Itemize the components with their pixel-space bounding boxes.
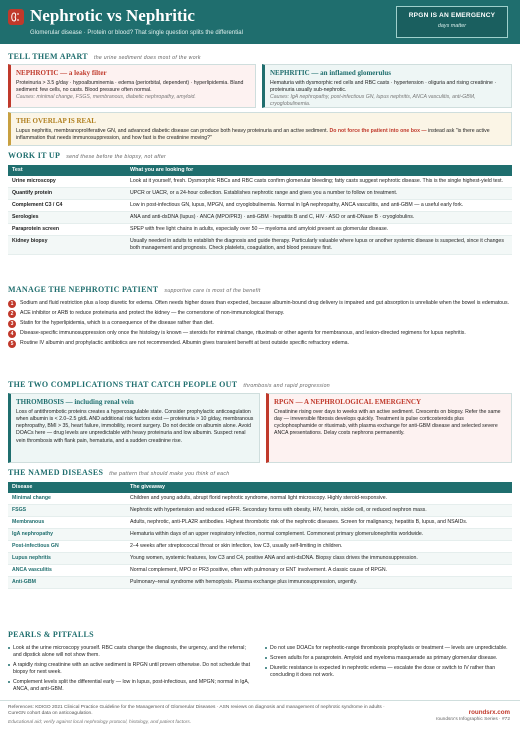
disease-cell: Minimal change <box>8 493 126 505</box>
overlap-card <box>8 112 512 146</box>
section-note: the pattern that should make you think of each <box>109 471 230 477</box>
nephritic-title: NEPHRITIC — an inflamed glomerulus <box>270 69 391 77</box>
footer <box>0 700 520 736</box>
step-number: 5 <box>8 340 16 348</box>
overlap-tail: instead ask "is there active inflammation that needs immunosuppression, and how fast is the creatinine moving?" <box>16 128 490 142</box>
disease-cell: Anti-GBM <box>8 577 126 589</box>
management-step <box>8 330 512 337</box>
thrombosis-title: THROMBOSIS — including renal vein <box>16 398 134 406</box>
emergency-badge <box>396 6 508 38</box>
diseases-table <box>8 482 512 589</box>
management-step <box>8 320 512 327</box>
section-complications <box>8 380 512 391</box>
step-text: ACE inhibitor or ARB to reduce proteinuria and protect the kidney — the cornerstone of non-immunological therapy. <box>20 309 285 316</box>
table-row <box>8 176 512 188</box>
step-number: 1 <box>8 300 16 308</box>
table-row <box>8 505 512 517</box>
disease-cell: FSGS <box>8 505 126 517</box>
section-heading: THE NAMED DISEASES <box>8 468 104 477</box>
thrombosis-card <box>8 393 260 463</box>
section-named-diseases <box>8 468 512 589</box>
management-step <box>8 310 512 317</box>
finding-cell: Usually needed in adults to establish the diagnosis and guide therapy. Particularly valuable where lupus or another systemic disease is suspected, since it changes both management and prognosis. Check platelets, coagulation, and blood pressure first. <box>126 236 512 255</box>
finding-cell: SPEP with free light chains in adults, especially over 50 — myeloma and amyloid present as glomerular disease. <box>126 224 512 236</box>
giveaway-cell: Hematuria within days of an upper respiratory infection, normal complement. Commonest primary glomerulonephritis worldwide. <box>126 529 512 541</box>
table-row <box>8 577 512 589</box>
step-number: 2 <box>8 310 16 318</box>
table-row <box>8 224 512 236</box>
pearl-item: Screen adults for a paraprotein. Amyloid and myeloma masquerade as primary glomerular disease. <box>265 655 512 662</box>
finding-cell: ANA and anti-dsDNA (lupus) · ANCA (MPO/PR3) · anti-GBM · hepatitis B and C, HIV · ASO or anti-DNase B · cryoglobulins. <box>126 212 512 224</box>
finding-cell: Look at it yourself, fresh. Dysmorphic RBCs and RBC casts confirm glomerular bleeding; fatty casts suggest nephrotic disease. This is the single highest-yield test. <box>126 176 512 188</box>
section-heading: MANAGE THE NEPHROTIC PATIENT <box>8 285 159 294</box>
section-tell-apart <box>8 52 512 63</box>
test-cell: Paraprotein screen <box>8 224 126 236</box>
nephritic-body: Hematuria with dysmorphic red cells and RBC casts · hypertension · oliguria and rising creatinine · proteinuria usually sub-nephrotic. <box>270 80 497 94</box>
thrombosis-body: Loss of antithrombotic proteins creates a hypercoagulable state. Consider prophylactic anticoagulation when albumin is < 2.0–2.5 g/dL AND additional risk factors exist — proteinuria > 10 g/day, membranous nephropathy, BMI > 35, heart failure, immobility, recent surgery. Do not decide on albumin alone. Avoid DOACs here — drug levels are unpredictable with heavy proteinuria and low albumin. Suspect renal vein thrombosis with flank pain, hematuria, and a sudden creatinine rise. <box>16 409 254 444</box>
series-label: roundsrx's Infographic Series · #72 <box>435 717 510 722</box>
table-row <box>8 236 512 255</box>
page-title: Nephrotic vs Nephritic <box>30 6 195 25</box>
nephrotic-title: NEPHROTIC — a leaky filter <box>16 69 107 77</box>
nephrotic-card <box>8 64 256 108</box>
test-cell: Serologies <box>8 212 126 224</box>
step-text: Routine IV albumin and prophylactic antibiotics are not recommended. Albumin gives transient benefit at best outside specific refractory edema. <box>20 339 350 346</box>
section-manage <box>8 285 512 350</box>
header <box>0 0 520 44</box>
col-giveaway: The giveaway <box>126 482 512 493</box>
table-row <box>8 212 512 224</box>
nephritic-card <box>262 64 512 108</box>
section-note: supportive care is most of the benefit <box>164 288 261 294</box>
site-link[interactable]: roundsrx.com <box>468 709 510 716</box>
finding-cell: Low in post-infectious GN, lupus, MPGN, and cryoglobulinemia. Normal in IgA nephropathy, ANCA vasculitis, and anti-GBM — a useful early fork. <box>126 200 512 212</box>
pearl-item: Complement levels split the differential early — low in lupus, post-infectious, and MPGN; normal in IgA, ANCA, and anti-GBM. <box>8 679 255 693</box>
emergency-sub: days matter <box>437 22 467 29</box>
rpgn-card <box>266 393 512 463</box>
nephrotic-causes: Causes: minimal change, FSGS, membranous, diabetic nephropathy, amyloid. <box>16 94 196 101</box>
section-pearls <box>8 630 512 696</box>
nephritic-causes: Causes: IgA nephropathy, post-infectious GN, lupus nephritis, ANCA vasculitis, anti-GBM, cryoglobulinemia. <box>270 94 476 108</box>
pearl-item: Look at the urine microscopy yourself. RBC casts change the diagnosis, the urgency, and the referral; and dipstick alone will not show them. <box>8 645 255 659</box>
step-text: Statin for the hyperlipidemia, which is a consequence of the disease rather than diet. <box>20 319 214 326</box>
step-text: Sodium and fluid restriction plus a loop diuretic for edema. Often needs higher doses than expected, because albumin-bound drug delivery is impaired and gut absorption is unreliable when the bowel is edematous. <box>20 299 510 306</box>
table-row <box>8 188 512 200</box>
disease-cell: Membranous <box>8 517 126 529</box>
nephrotic-body: Proteinuria > 3.5 g/day · hypoalbuminemia · edema (periorbital, dependent) · hyperlipidemia. Bland sediment: few cells, no casts. Blood pressure often normal. <box>16 80 244 94</box>
section-heading: THE TWO COMPLICATIONS THAT CATCH PEOPLE OUT <box>8 380 238 389</box>
test-cell: Kidney biopsy <box>8 236 126 255</box>
table-row <box>8 493 512 505</box>
giveaway-cell: Adults, nephrotic, anti-PLA2R antibodies. Highest thrombotic risk of the nephrotic diseases. Screen for malignancy, hepatitis B, lupus, and NSAIDs. <box>126 517 512 529</box>
disease-cell: Lupus nephritis <box>8 553 126 565</box>
table-row <box>8 541 512 553</box>
rpgn-title: RPGN — A NEPHROLOGICAL EMERGENCY <box>274 398 422 406</box>
col-look: What you are looking for <box>126 165 512 176</box>
table-row <box>8 529 512 541</box>
test-cell: Urine microscopy <box>8 176 126 188</box>
emergency-title: RPGN IS AN EMERGENCY <box>408 12 496 19</box>
pearl-item: A rapidly rising creatinine with an active sediment is RPGN until proven otherwise. Do not schedule that biopsy for next week. <box>8 662 255 676</box>
giveaway-cell: Young women, systemic features, low C3 and C4, positive ANA and anti-dsDNA. Biopsy class drives the immunosuppression. <box>126 553 512 565</box>
overlap-title: THE OVERLAP IS REAL <box>16 117 96 125</box>
references: References: KDIGO 2021 Clinical Practice Guideline for the Management of Glomerular Diseases · ASN reviews on diagnosis and management of nephrotic syndrome in adults · CureGN cohort data on anticoagulation. <box>8 705 385 717</box>
page-subtitle: Glomerular disease · Protein or blood? That single question splits the differential <box>30 30 243 36</box>
section-note: thrombosis and rapid progression <box>243 383 330 389</box>
table-row <box>8 517 512 529</box>
kidney-icon <box>8 9 24 25</box>
table-row <box>8 565 512 577</box>
step-number: 3 <box>8 320 16 328</box>
giveaway-cell: Normal complement, MPO or PR3 positive, often with pulmonary or ENT involvement. A classic cause of RPGN. <box>126 565 512 577</box>
rpgn-body: Creatinine rising over days to weeks with an active sediment. Crescents on biopsy. Refer the same day — irreversible fibrosis develops quickly. Treatment is pulse corticosteroids plus cyclophosphamide or rituximab, with plasma exchange for anti-GBM disease and selected severe ANCA presentations. Delay costs nephrons permanently. <box>274 409 501 437</box>
table-row <box>8 553 512 565</box>
step-text: Disease-specific immunosuppression only once the histology is known — steroids for minimal change, rituximab or other agents for membranous, and lesion-directed regimens for lupus nephritis. <box>20 329 466 336</box>
table-row <box>8 200 512 212</box>
section-heading: TELL THEM APART <box>8 52 88 61</box>
finding-cell: UPCR or UACR, or a 24-hour collection. Establishes nephrotic range and gives you a number to follow on treatment. <box>126 188 512 200</box>
col-test: Test <box>8 165 126 176</box>
pearl-item: Do not use DOACs for nephrotic-range thrombosis prophylaxis or treatment — levels are unpredictable. <box>265 645 512 652</box>
test-cell: Complement C3 / C4 <box>8 200 126 212</box>
disease-cell: ANCA vasculitis <box>8 565 126 577</box>
section-heading: WORK IT UP <box>8 151 61 160</box>
test-cell: Quantify protein <box>8 188 126 200</box>
overlap-body: Lupus nephritis, membranoproliferative GN, and advanced diabetic disease can produce both heavy proteinuria and an active sediment. <box>16 128 329 135</box>
giveaway-cell: Nephrotic with hypertension and reduced eGFR. Secondary forms with obesity, HIV, heroin, sickle cell, or reduced nephron mass. <box>126 505 512 517</box>
section-note: the urine sediment does most of the work <box>93 55 201 61</box>
section-note: send these before the biopsy, not after <box>66 154 167 160</box>
overlap-emphasis: Do not force the patient into one box — <box>329 128 427 135</box>
pearl-item: Diuretic resistance is expected in nephrotic edema — escalate the dose or switch to IV rather than concluding it does not work. <box>265 665 512 679</box>
giveaway-cell: 2–4 weeks after streptococcal throat or skin infection, low C3, usually self-limiting in children. <box>126 541 512 553</box>
management-step <box>8 340 512 347</box>
section-heading: PEARLS & PITFALLS <box>8 630 94 639</box>
col-disease: Disease <box>8 482 126 493</box>
giveaway-cell: Children and young adults, abrupt florid nephrotic syndrome, normal light microscopy. Highly steroid-responsive. <box>126 493 512 505</box>
disease-cell: Post-infectious GN <box>8 541 126 553</box>
section-work-up <box>8 151 512 255</box>
step-number: 4 <box>8 330 16 338</box>
workup-table <box>8 165 512 255</box>
disclaimer: Educational aid; verify against local nephrology protocol, histology, and patient factors. <box>8 719 192 725</box>
giveaway-cell: Pulmonary–renal syndrome with hemoptysis. Plasma exchange plus immunosuppression, urgently. <box>126 577 512 589</box>
disease-cell: IgA nephropathy <box>8 529 126 541</box>
management-step <box>8 300 512 307</box>
